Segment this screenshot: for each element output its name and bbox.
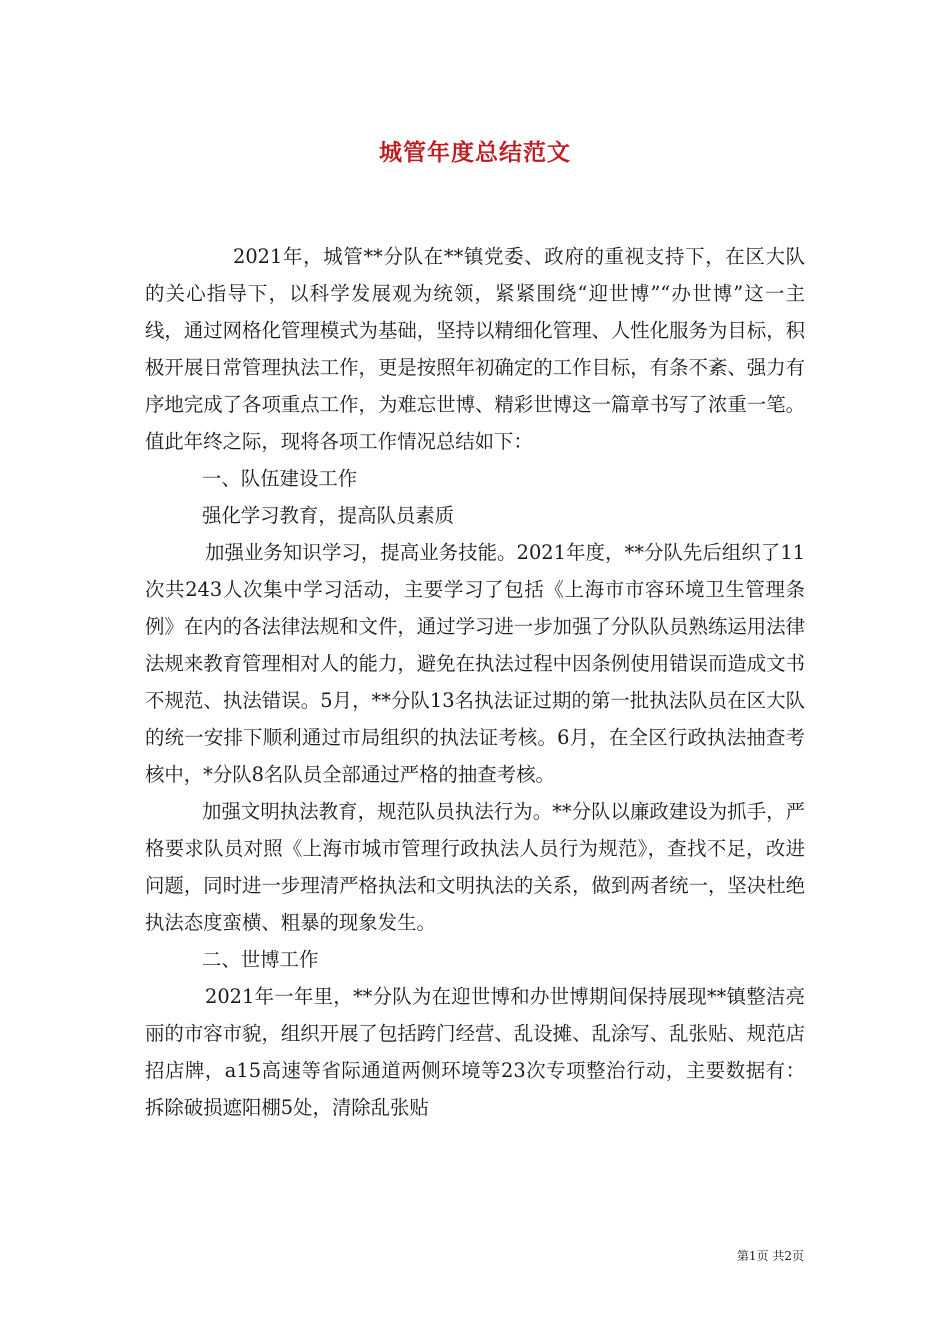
subheading-study-education: 强化学习教育，提高队员素质 [202, 504, 455, 527]
paragraph-intro: 2021年，城管**分队在**镇党委、政府的重视支持下，在区大队的关心指导下，以科学发展观为统领，紧紧围绕“迎世博”“办世博”这一主线，通过网格化管理模式为基础，坚持以精细化管理、人性化服务为目标，积极开展日常管理执法工作，更是按照年初确定的工作目标，有条不紊、强力有序地完成了各项重点工作，为难忘世博、精彩世博这一篇章书写了浓重一笔。值此年终之际，现将各项工作情况总结如下： [145, 245, 805, 453]
paragraph-civilized-enforcement: 加强文明执法教育，规范队员执法行为。**分队以廉政建设为抓手，严格要求队员对照《上海市城市管理行政执法人员行为规范》，查找不足，改进问题，同时进一步理清严格执法和文明执法的关系，做到两者统一，坚决杜绝执法态度蛮横、粗暴的现象发生。 [145, 800, 805, 934]
page-number: 第1页 共2页 [736, 1249, 804, 1263]
paragraph-expo-details: 2021年一年里，**分队为在迎世博和办世博期间保持展现**镇整洁亮丽的市容市貌，组织开展了包括跨门经营、乱设摊、乱涂写、乱张贴、规范店招店牌，a15高速等省际通道两侧环境等23次专项整治行动，主要数据有：拆除破损遮阳棚5处，清除乱张贴 [145, 985, 805, 1119]
document-body [145, 238, 805, 1126]
section-heading-expo-work: 二、世博工作 [202, 948, 319, 971]
document-title: 城管年度总结范文 [379, 139, 571, 166]
paragraph-business-knowledge: 加强业务知识学习，提高业务技能。2021年度，**分队先后组织了11次共243人次集中学习活动，主要学习了包括《上海市市容环境卫生管理条例》在内的各法律法规和文件，通过学习进一步加强了分队队员熟练运用法律法规来教育管理相对人的能力，避免在执法过程中因条例使用错误而造成文书不规范、执法错误。5月，**分队13名执法证过期的第一批执法队员在区大队的统一安排下顺利通过市局组织的执法证考核。6月，在全区行政执法抽查考核中，*分队8名队员全部通过严格的抽查考核。 [145, 541, 805, 786]
section-heading-team-building: 一、队伍建设工作 [202, 467, 358, 490]
